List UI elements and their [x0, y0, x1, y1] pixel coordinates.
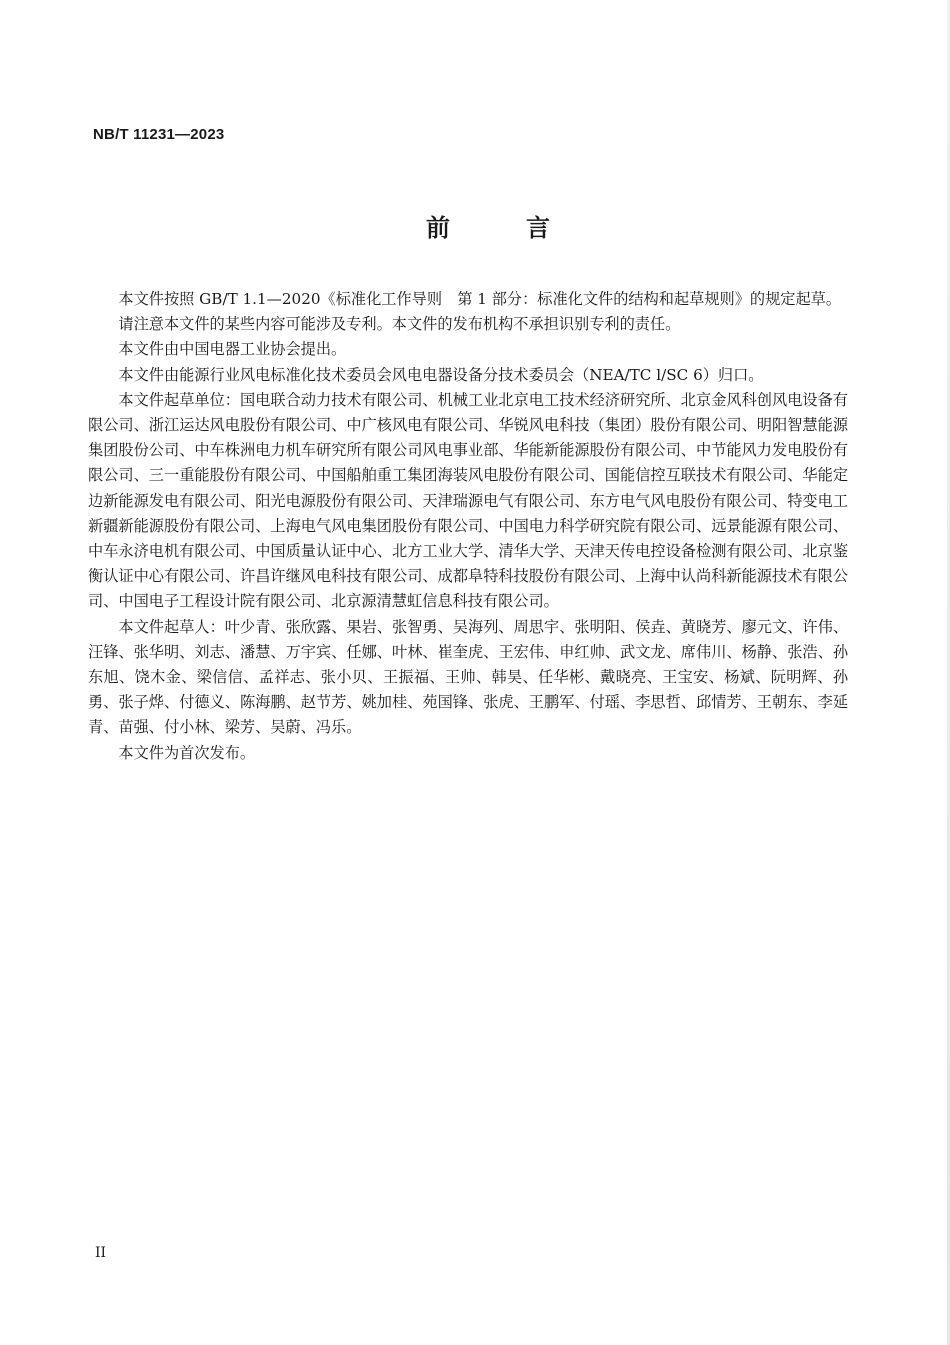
- paragraph-drafting-rules: 本文件按照 GB/T 1.1—2020《标准化工作导则 第 1 部分：标准化文件的结构和起草规则》的规定起草。: [118, 290, 842, 308]
- paragraph-drafters: 本文件起草人：叶少青、张欣露、果岩、张智勇、吴海列、周思宇、张明阳、侯垚、黄晓芳、廖元文、许伟、汪锋、张华明、刘志、潘慧、万宇宾、任娜、叶林、崔奎虎、王宏伟、申红帅、武文龙、席伟川、杨静、张浩、孙东旭、饶木金、梁信信、孟祥志、张小贝、王振福、王帅、韩昊、任华彬、戴晓亮、王宝安、杨斌、阮明辉、孙勇、张子烨、付德义、陈海鹏、赵节芳、姚加桂、苑国锋、张虎、王鹏军、付瑶、李思哲、邱情芳、王朝东、李延青、苗强、付小林、梁芳、吴蔚、冯乐。: [88, 617, 848, 737]
- foreword-body: [88, 287, 848, 766]
- page-number: II: [95, 1245, 107, 1261]
- paragraph-patent-notice: 请注意本文件的某些内容可能涉及专利。本文件的发布机构不承担识别专利的责任。: [118, 315, 681, 334]
- standard-code: NB/T 11231—2023: [93, 126, 225, 143]
- paragraph-committee: 本文件由能源行业风电标准化技术委员会风电电器设备分技术委员会（NEA/TC l/SC 6）归口。: [118, 365, 764, 384]
- paragraph-drafting-organizations: 本文件起草单位：国电联合动力技术有限公司、机械工业北京电工技术经济研究所、北京金风科创风电设备有限公司、浙江运达风电股份有限公司、中广核风电有限公司、华锐风电科技（集团）股份有限公司、明阳智慧能源集团股份公司、中车株洲电力机车研究所有限公司风电事业部、华能新能源股份有限公司、中节能风力发电股份有限公司、三一重能股份有限公司、中国船舶重工集团海装风电股份有限公司、国能信控互联技术有限公司、华能定边新能源发电有限公司、阳光电源股份有限公司、天津瑞源电气有限公司、东方电气风电股份有限公司、特变电工新疆新能源股份有限公司、上海电气风电集团股份有限公司、中国电力科学研究院有限公司、远景能源有限公司、中车永济电机有限公司、中国质量认证中心、北方工业大学、清华大学、天津天传电控设备检测有限公司、北京鉴衡认证中心有限公司、许昌许继风电科技有限公司、成都阜特科技股份有限公司、上海中认尚科新能源技术有限公司、中国电子工程设计院有限公司、北京源清慧虹信息科技有限公司。: [88, 390, 848, 611]
- page-title: 前 言: [426, 214, 576, 242]
- paragraph-proposer: 本文件由中国电器工业协会提出。: [118, 340, 347, 359]
- paragraph-first-release: 本文件为首次发布。: [118, 743, 256, 762]
